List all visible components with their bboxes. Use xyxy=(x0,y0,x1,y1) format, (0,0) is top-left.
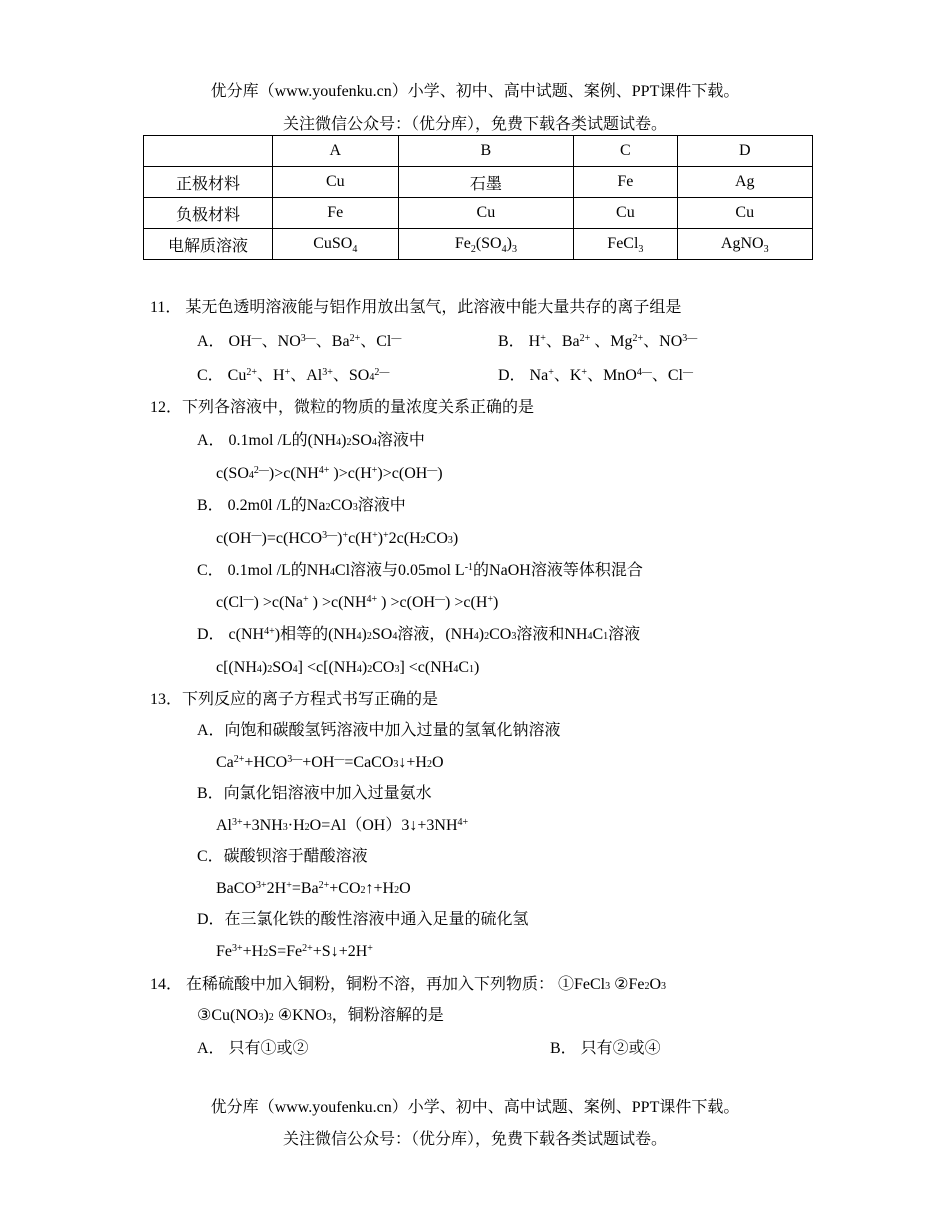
q11-option-d: D． Na+、K+、MnO$^{4—}$、Cl— xyxy=(498,367,693,384)
table-cell: FeCl$_3$ xyxy=(574,229,677,260)
table-cell: Cu xyxy=(398,198,574,229)
q12-option-d-relation: $c[(NH_4)_2SO_4] <c[(NH_4)_2CO_3] <c(NH_4C_1)$ xyxy=(216,659,480,676)
q13-option-d: D．在三氯化铁的酸性溶液中通入足量的硫化氢 xyxy=(197,911,529,928)
table-cell: Cu xyxy=(677,198,812,229)
q11-option-a: A． OH—、$NO^{3—}$、$Ba^{2+}$、Cl— xyxy=(197,333,402,350)
q13-option-a-equation: $Ca^{2+}+HCO^{3—}+OH^—=CaCO_3↓+H_2O$ xyxy=(216,754,444,771)
row-label: 负极材料 xyxy=(144,198,273,229)
q12-option-a-relation: $c(SO_4^{2—})>c(NH^{4+}$ )>c(H+)>c(OH—) xyxy=(216,465,443,482)
q12-option-b-relation: $c(OH^—)=c(HCO^{3—})^+c(H^+)^+2c(H_2CO_3)$ xyxy=(216,530,459,547)
row-label: 电解质溶液 xyxy=(144,229,273,260)
q13-option-d-equation: $Fe^{3+}+H_2S=Fe^{2+}+S↓+2H^+$ xyxy=(216,943,373,960)
electrode-table xyxy=(143,135,813,260)
q12-option-d: D． $c(NH^{4+})$相等的$(NH_4)_2SO_4$溶液，$(NH_4)_2CO_3$溶液和$NH_4C_1$溶液 xyxy=(197,626,641,643)
q11-option-b: B． H+、$Ba^{2+}$ 、$Mg^{2+}$、$NO^{3—}$ xyxy=(498,333,698,350)
footer-line-2: 关注微信公众号：（优分库），免费下载各类试题试卷。 xyxy=(282,1131,667,1148)
table-cell: 石墨 xyxy=(398,167,574,198)
q13-option-c: C．碳酸钡溶于醋酸溶液 xyxy=(197,848,368,865)
q12-option-c-relation: c(Cl—) >c(Na+ ) $>c(NH^{4+}$ ) >c(OH—) >c(H+) xyxy=(216,594,499,611)
row-label: 正极材料 xyxy=(144,167,273,198)
table-row-negative xyxy=(144,198,813,229)
q12-option-c: C． 0.1mol /L的$NH_4Cl$溶液与0.05mol $L^{-1}$的NaOH溶液等体积混合 xyxy=(197,562,643,579)
q14-option-b: B． 只有②或④ xyxy=(550,1040,661,1057)
footer-line-1: 优分库（www.youfenku.cn）小学、初中、高中试题、案例、PPT课件下载。 xyxy=(210,1099,740,1116)
q11-stem: 11． 某无色透明溶液能与铝作用放出氢气，此溶液中能大量共存的离子组是 xyxy=(150,299,682,316)
header-line-2: 关注微信公众号：（优分库），免费下载各类试题试卷。 xyxy=(282,116,667,133)
table-cell: Fe xyxy=(273,198,399,229)
q11-option-c: C． $Cu^{2+}$、H+、$Al^{3+}$、$SO_4^{2—}$ xyxy=(197,367,390,384)
q14-option-a: A． 只有①或② xyxy=(197,1040,309,1057)
q12-option-b: B． 0.2m0l /L的$Na_2CO_3$溶液中 xyxy=(197,497,406,514)
table-cell: Cu xyxy=(574,198,677,229)
header-line-1: 优分库（www.youfenku.cn）小学、初中、高中试题、案例、PPT课件下载。 xyxy=(210,83,740,100)
table-cell: AgNO$_3$ xyxy=(677,229,812,260)
q13-option-b: B．向氯化铝溶液中加入过量氨水 xyxy=(197,785,432,802)
q13-stem: 13．下列反应的离子方程式书写正确的是 xyxy=(150,691,439,708)
table-col-header: B xyxy=(398,136,574,167)
table-col-header: C xyxy=(574,136,677,167)
table-cell: Cu xyxy=(273,167,399,198)
table-cell: $Fe_2(SO_4)_3$ xyxy=(398,229,574,260)
table-cell: CuSO$_4$ xyxy=(273,229,399,260)
table-cell: Ag xyxy=(677,167,812,198)
q12-option-a: A． 0.1mol /L的$(NH_4)_2SO_4$溶液中 xyxy=(197,432,425,449)
q14-stem-continued: $③Cu(NO_3)_2$ $④KNO_3$，铜粉溶解的是 xyxy=(197,1007,444,1024)
q14-stem: 14． 在稀硫酸中加入铜粉，铜粉不溶，再加入下列物质： ①FeCl$_3$ $②Fe_2O_3$ xyxy=(150,976,667,993)
table-cell: Fe xyxy=(574,167,677,198)
q12-stem: 12．下列各溶液中，微粒的物质的量浓度关系正确的是 xyxy=(150,399,535,416)
table-col-header: D xyxy=(677,136,812,167)
table-col-header: A xyxy=(273,136,399,167)
table-row-positive xyxy=(144,167,813,198)
table-corner-cell xyxy=(144,136,273,167)
table-row-electrolyte xyxy=(144,229,813,260)
q13-option-b-equation: $Al^{3+}+3NH_3\cdot H_2O=Al(OH)3↓+3NH^{4+}$ xyxy=(216,817,469,834)
table-header-row xyxy=(144,136,813,167)
q13-option-a: A．向饱和碳酸氢钙溶液中加入过量的氢氧化钠溶液 xyxy=(197,722,561,739)
q13-option-c-equation: $BaCO^{3+}2H^+=Ba^{2+}+CO_2↑+H_2O$ xyxy=(216,880,411,897)
